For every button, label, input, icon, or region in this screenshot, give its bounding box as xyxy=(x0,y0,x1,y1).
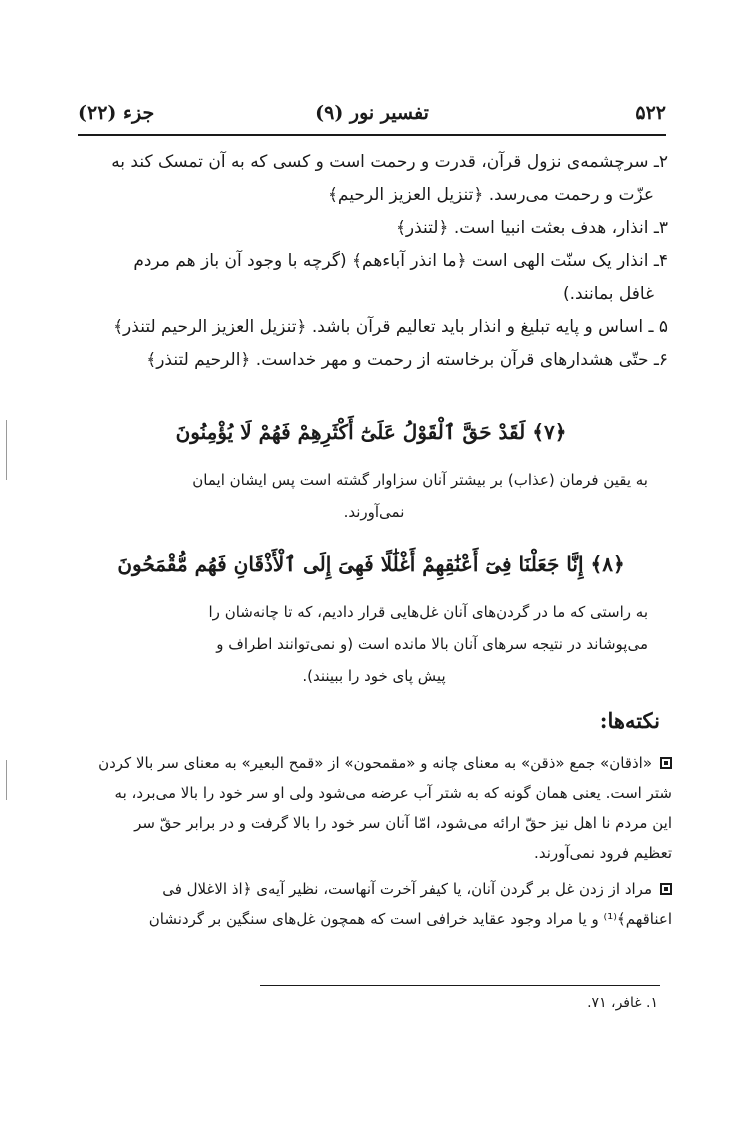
square-bullet-icon xyxy=(660,883,672,895)
verse-8-translation-line-3: پیش پای خود را ببینند). xyxy=(302,667,446,685)
verse-7-arabic: ﴿۷﴾ لَقَدْ حَقَّ ٱلْقَوْلُ عَلَىٰٓ أَكْثَرِهِمْ فَهُمْ لَا يُؤْمِنُونَ xyxy=(175,420,567,444)
lesson-6-line-1: ۶ـ حتّی هشدارهای قرآن برخاسته از رحمت و مهر خداست. ﴿الرحیم لتنذر﴾ xyxy=(146,350,668,370)
verse-7-translation xyxy=(100,464,648,528)
note-1-line-1: «اذقان» جمع «ذقن» به معنای چانه و «مقمحون» از «قمح البعیر» به معنای سر بالا کردن xyxy=(98,754,652,772)
notes-list xyxy=(74,748,672,940)
note-1-line-4: تعظیم فرود نمی‌آورند. xyxy=(534,844,672,862)
part-number: جزء (۲۲) xyxy=(78,102,155,124)
verse-8-translation xyxy=(100,596,648,692)
verse-7-translation-line-2: نمی‌آورند. xyxy=(343,503,405,521)
note-1-line-2: شتر است. یعنی همان گونه که به شتر آب عرضه می‌شود ولی او سر خود را بالا می‌برد، به xyxy=(114,784,672,802)
scan-artifact xyxy=(6,760,7,800)
note-2-line-1: مراد از زدن غل بر گردن آنان، یا کیفر آخرت آنهاست، نظیر آیه‌ی ﴿اذ الاغلال فی xyxy=(162,880,652,898)
lesson-4-line-1: ۴ـ انذار یک سنّت الهی است ﴿ما انذر آباءهم﴾ (گرچه با وجود آن باز هم مردم xyxy=(133,251,668,271)
running-header xyxy=(78,98,666,136)
lesson-4-line-2: غافل بمانند.) xyxy=(562,284,654,304)
note-item xyxy=(74,748,672,868)
lesson-2-line-2: عزّت و رحمت می‌رسد. ﴿تنزیل العزیز الرحیم﴾ xyxy=(327,185,654,205)
lesson-5-line-1: ۵ ـ اساس و پایه تبلیغ و انذار باید تعالیم قرآن باشد. ﴿تنزیل العزیز الرحیم لتنذر﴾ xyxy=(113,317,668,337)
book-title: تفسیر نور (۹) xyxy=(315,102,429,124)
note-1-line-3: این مردم نا اهل نیز حقّ ارائه می‌شود، امّا آنان سر خود را بالا گرفت و در برابر حقّ سر xyxy=(134,814,672,832)
verse-8-translation-line-2: می‌پوشاند در نتیجه سرهای آنان بالا مانده است (و نمی‌توانند اطراف و xyxy=(216,635,648,653)
page-number: ۵۲۲ xyxy=(635,102,666,124)
lesson-2-line-1: ۲ـ سرچشمه‌ی نزول قرآن، قدرت و رحمت است و کسی که به آن تمسک کند به xyxy=(111,152,668,172)
square-bullet-icon xyxy=(660,757,672,769)
footnote: ۱. غافر، ۷۱. xyxy=(587,995,658,1011)
notes-heading: نکته‌ها: xyxy=(599,708,660,733)
verse-8-arabic: ﴿۸﴾ إِنَّا جَعَلْنَا فِىٓ أَعْنَٰقِهِمْ أَغْلَٰلًا فَهِىَ إِلَى ٱلْأَذْقَانِ فَهُم مُّقْمَحُونَ xyxy=(117,552,625,576)
lessons-list xyxy=(74,146,668,377)
verse-8-translation-line-1: به راستی که ما در گردن‌های آنان غل‌هایی قرار دادیم، که تا چانه‌شان را xyxy=(208,603,648,621)
footnote-divider xyxy=(260,985,660,986)
note-item xyxy=(74,874,672,934)
scan-artifact xyxy=(6,420,7,480)
note-2-line-2: اعناقهم﴾⁽¹⁾ و یا مراد وجود عقاید خرافی است که همچون غل‌های سنگین بر گردنشان xyxy=(148,910,672,928)
verse-7-translation-line-1: به یقین فرمان (عذاب) بر بیشتر آنان سزاوار گشته است پس ایشان ایمان xyxy=(192,471,648,489)
lesson-3-line-1: ۳ـ انذار، هدف بعثت انبیا است. ﴿لتنذر﴾ xyxy=(395,218,668,238)
